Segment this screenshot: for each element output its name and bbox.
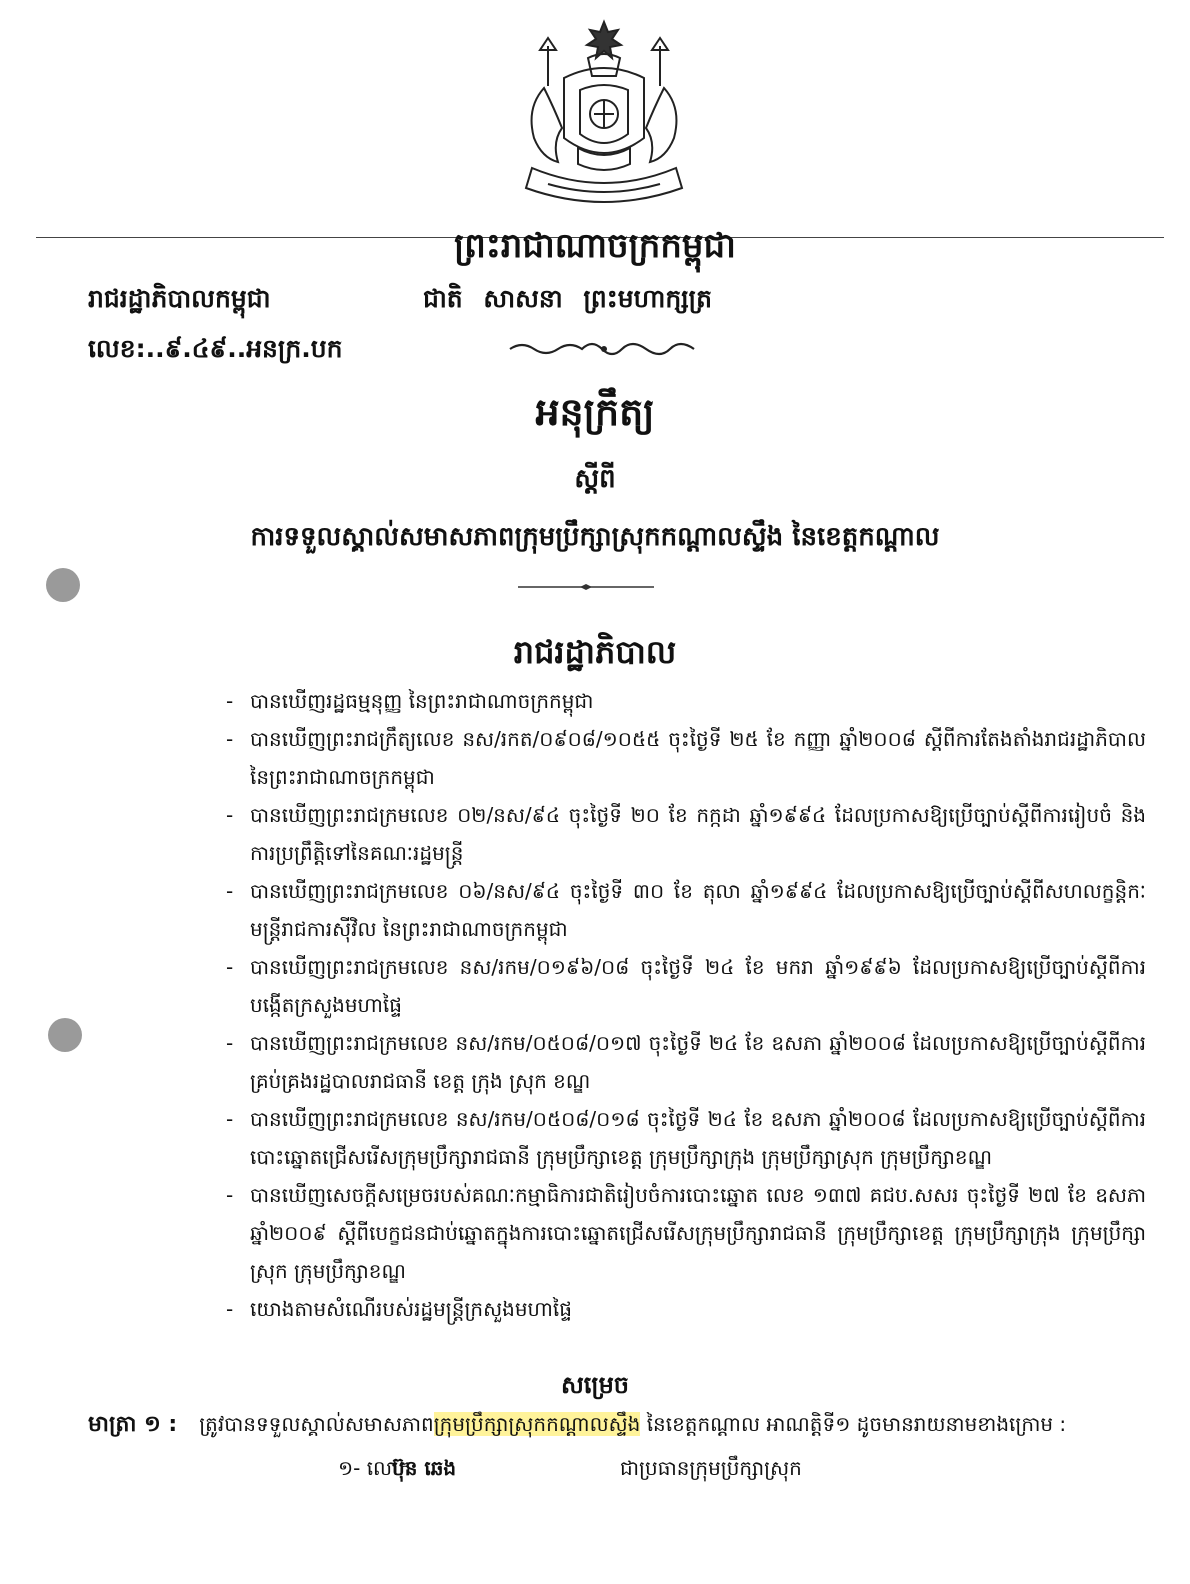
document-number: លេខ:..៩.៤៩..អនក្រ.បក: [88, 334, 343, 363]
list-item: - បានឃើញសេចក្តីសម្រេចរបស់គណៈកម្មាធិការជាតិរៀបចំការបោះឆ្នោត លេខ ១៣៧ គជប.សសរ ចុះថ្ងៃទី ២៧ ខែ ឧសភា ឆ្នាំ២០០៩ ស្តីពីបេក្ខជនជាប់ឆ្នោតក្នុងការបោះឆ្នោតជ្រើសរើសក្រុមប្រឹក្សារាជធានី ក្រុមប្រឹក្សាខេត្ត ក្រុមប្រឹក្សាក្រុង ក្រុមប្រឹក្សាស្រុក ក្រុមប្រឹក្សាខណ្ឌ: [226, 1183, 1146, 1283]
article-text: ត្រូវបានទទួលស្គាល់សមាសភាព: [199, 1412, 434, 1436]
document-heading: ការទទួលស្គាល់សមាសភាពក្រុមប្រឹក្សាស្រុកកណ្តាលស្ទឹង នៃខេត្តកណ្តាល: [250, 522, 940, 552]
royal-coat-of-arms-emblem: [508, 18, 700, 214]
punch-hole: [46, 568, 80, 602]
article-1: [88, 1406, 1148, 1443]
highlighted-text: ក្រុមប្រឹក្សាស្រុកកណ្តាលស្ទឹង: [433, 1412, 641, 1436]
punch-hole: [48, 1018, 82, 1052]
list-item: - បានឃើញព្រះរាជក្រមលេខ ០២/នស/៩៤ ចុះថ្ងៃទី ២០ ខែ កក្កដា ឆ្នាំ១៩៩៤ ដែលប្រកាសឱ្យប្រើច្បាប់ស្តីពីការរៀបចំ និងការប្រព្រឹត្តិទៅនៃគណៈរដ្ឋមន្ត្រី: [226, 803, 1146, 865]
list-item: - បានឃើញព្រះរាជក្រមលេខ នស/រកម/០៥០៨/០១៨ ចុះថ្ងៃទី ២៤ ខែ ឧសភា ឆ្នាំ២០០៨ ដែលប្រកាសឱ្យប្រើច្បាប់ស្តីពីការបោះឆ្នោតជ្រើសរើសក្រុមប្រឹក្សារាជធានី ក្រុមប្រឹក្សាខេត្ត ក្រុមប្រឹក្សាក្រុង ក្រុមប្រឹក្សាស្រុក ក្រុមប្រឹក្សាខណ្ឌ: [226, 1107, 1146, 1169]
list-item: - បានឃើញព្រះរាជក្រមលេខ នស/រកម/០៥០៨/០១៧ ចុះថ្ងៃទី ២៤ ខែ ឧសភា ឆ្នាំ២០០៨ ដែលប្រកាសឱ្យប្រើច្បាប់ស្តីពីការគ្រប់គ្រងរដ្ឋបាលរាជធានី ខេត្ត ក្រុង ស្រុក ខណ្ឌ: [226, 1031, 1146, 1093]
considerations-list: [226, 682, 1146, 1328]
document-subtitle: ស្តីពី: [574, 464, 616, 494]
list-item: - បានឃើញព្រះរាជក្រមលេខ ០៦/នស/៩៤ ចុះថ្ងៃទី ៣០ ខែ តុលា ឆ្នាំ១៩៩៤ ដែលប្រកាសឱ្យប្រើច្បាប់ស្តីពីសហលក្ខន្តិកៈមន្ត្រីរាជការស៊ីវិល នៃព្រះរាជាណាចក្រកម្ពុជា: [226, 879, 1146, 941]
member-name: ប៊ុន ឆេង: [392, 1456, 457, 1480]
article-label: មាត្រា ១ :: [88, 1412, 178, 1437]
document-title: អនុក្រឹត្យ: [535, 390, 655, 434]
list-item: - យោងតាមសំណើរបស់រដ្ឋមន្ត្រីក្រសួងមហាផ្ទៃ: [226, 1297, 572, 1321]
government-name: រាជរដ្ឋាភិបាលកម្ពុជា: [88, 284, 271, 313]
list-item: - បានឃើញរដ្ឋធម្មនុញ្ញ នៃព្រះរាជាណាចក្រកម្ពុជា: [226, 689, 594, 713]
section-divider: [518, 582, 654, 592]
decision-heading: សម្រេច: [560, 1371, 630, 1399]
list-item: - បានឃើញព្រះរាជក្រមលេខ នស/រកម/០១៩៦/០៨ ចុះថ្ងៃទី ២៤ ខែ មករា ឆ្នាំ១៩៩៦ ដែលប្រកាសឱ្យប្រើច្បាប់ស្តីពីការបង្កើតក្រសួងមហាផ្ទៃ: [226, 955, 1146, 1017]
article-text-end: នៃខេត្តកណ្តាល អាណត្តិទី១ ដូចមានរាយនាមខាងក្រោម :: [640, 1412, 1067, 1436]
ornament-flourish-icon: [506, 338, 702, 360]
kingdom-name: ព្រះរាជាណាចក្រកម្ពុជា: [454, 226, 736, 266]
section-title: រាជរដ្ឋាភិបាល: [513, 633, 677, 671]
member-number: ១- លោក: [338, 1456, 412, 1480]
national-motto: ជាតិ សាសនា ព្រះមហាក្សត្រ: [423, 284, 712, 313]
member-role: ជាប្រធានក្រុមប្រឹក្សាស្រុក: [620, 1456, 802, 1480]
list-item: - បានឃើញព្រះរាជក្រឹត្យលេខ នស/រកត/០៩០៨/១០៥៥ ចុះថ្ងៃទី ២៥ ខែ កញ្ញា ឆ្នាំ២០០៨ ស្តីពីការតែងតាំងរាជរដ្ឋាភិបាល នៃព្រះរាជាណាចក្រកម្ពុជា: [226, 727, 1146, 789]
